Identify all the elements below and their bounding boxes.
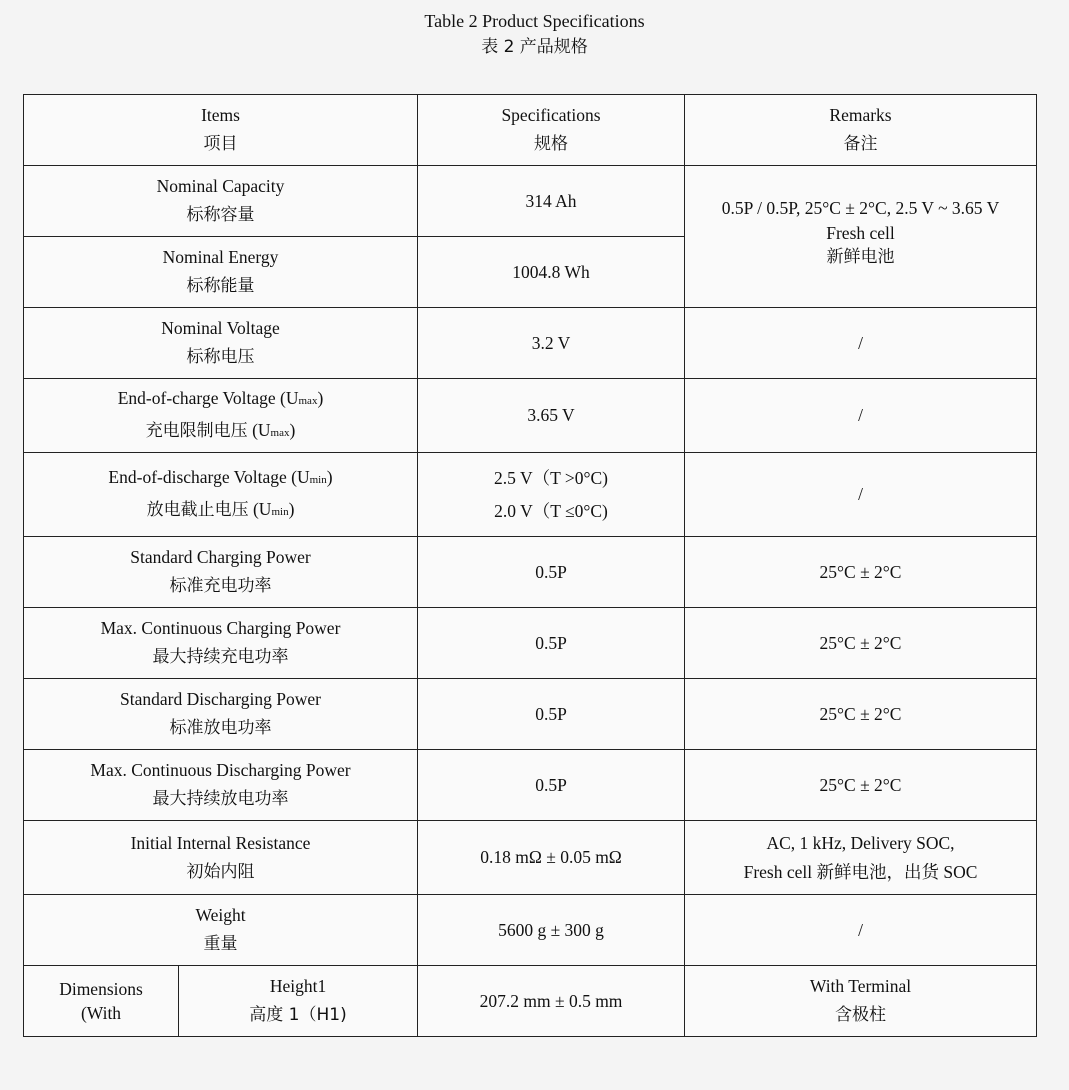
table-row <box>24 379 1037 453</box>
remark-cell: / <box>685 379 1037 453</box>
item-cell: Nominal Energy 标称能量 <box>24 237 418 308</box>
spec-cell: 0.18 mΩ ± 0.05 mΩ <box>418 821 685 895</box>
remark-cell: 0.5P / 0.5P, 25°C ± 2°C, 2.5 V ~ 3.65 V Fresh cell 新鲜电池 <box>685 166 1037 308</box>
table-row <box>24 679 1037 750</box>
item-cell: End-of-charge Voltage (Umax) 充电限制电压 (Umax) <box>24 379 418 453</box>
table-row <box>24 608 1037 679</box>
spec-cell: 0.5P <box>418 750 685 821</box>
spec-cell: 207.2 mm ± 0.5 mm <box>418 966 685 1037</box>
spec-cell: 0.5P <box>418 537 685 608</box>
remark-cell: 25°C ± 2°C <box>685 750 1037 821</box>
remark-cell: 25°C ± 2°C <box>685 608 1037 679</box>
remark-cell: / <box>685 308 1037 379</box>
table-row <box>24 537 1037 608</box>
spec-cell: 314 Ah <box>418 166 685 237</box>
remark-cell: 25°C ± 2°C <box>685 537 1037 608</box>
table-row <box>24 308 1037 379</box>
table-row <box>24 453 1037 537</box>
remark-cell: AC, 1 kHz, Delivery SOC, Fresh cell 新鲜电池，出货 SOC <box>685 821 1037 895</box>
item-cell: Max. Continuous Charging Power 最大持续充电功率 <box>24 608 418 679</box>
spec-cell: 3.65 V <box>418 379 685 453</box>
specifications-table <box>23 94 1037 1037</box>
dimensions-group-cell: Dimensions (With <box>24 966 179 1037</box>
table-caption <box>0 8 1069 60</box>
item-cell: Height1 高度 1（H1) <box>179 966 418 1037</box>
table-header-row <box>24 95 1037 166</box>
remark-cell: / <box>685 895 1037 966</box>
table-row <box>24 895 1037 966</box>
table-row <box>24 166 1037 237</box>
table-row <box>24 966 1037 1037</box>
remark-cell: With Terminal 含极柱 <box>685 966 1037 1037</box>
item-cell: Max. Continuous Discharging Power 最大持续放电功率 <box>24 750 418 821</box>
spec-cell: 3.2 V <box>418 308 685 379</box>
table-row <box>24 821 1037 895</box>
header-items: Items 项目 <box>24 95 418 166</box>
header-specifications: Specifications 规格 <box>418 95 685 166</box>
item-cell: Standard Discharging Power 标准放电功率 <box>24 679 418 750</box>
spec-cell: 0.5P <box>418 679 685 750</box>
item-cell: End-of-discharge Voltage (Umin) 放电截止电压 (Umin) <box>24 453 418 537</box>
spec-cell: 1004.8 Wh <box>418 237 685 308</box>
item-cell: Weight 重量 <box>24 895 418 966</box>
item-cell: Nominal Capacity 标称容量 <box>24 166 418 237</box>
header-remarks: Remarks 备注 <box>685 95 1037 166</box>
caption-zh: 表 2 产品规格 <box>481 37 588 57</box>
table-row <box>24 750 1037 821</box>
item-cell: Nominal Voltage 标称电压 <box>24 308 418 379</box>
spec-cell: 0.5P <box>418 608 685 679</box>
caption-en: Table 2 Product Specifications <box>424 11 645 31</box>
item-cell: Initial Internal Resistance 初始内阻 <box>24 821 418 895</box>
item-cell: Standard Charging Power 标准充电功率 <box>24 537 418 608</box>
remark-cell: / <box>685 453 1037 537</box>
spec-cell: 5600 g ± 300 g <box>418 895 685 966</box>
spec-cell: 2.5 V（T >0°C) 2.0 V（T ≤0°C) <box>418 453 685 537</box>
remark-cell: 25°C ± 2°C <box>685 679 1037 750</box>
